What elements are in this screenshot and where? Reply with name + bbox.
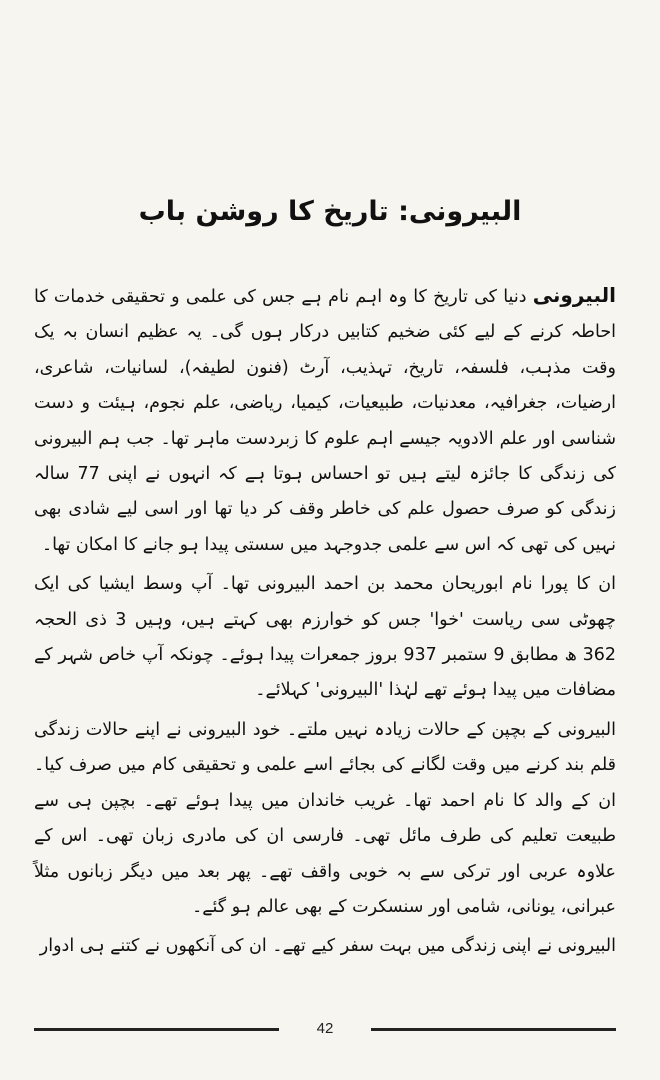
lead-word: البیرونی [532,283,616,307]
chapter-title: البیرونی: تاریخ کا روشن باب [138,196,522,227]
paragraph [34,567,616,709]
page-footer [34,1018,616,1042]
paragraph-text: ان کا پورا نام ابوریحان محمد بن احمد البیرونی تھا۔ آپ وسط ایشیا کی ایک چھوٹی سی ریاست 'خوا' جس کو خوارزم بھی کہتے ہیں، وہیں 3 ذی الحجہ 362 ھ مطابق 9 ستمبر 937 بروز جمعرات پیدا ہوئے۔ چونکہ آپ خاص شہر کے مضافات میں پیدا ہوئے تھے لہٰذا 'البیرونی' کہلائے۔ [34,574,617,701]
paragraph-text: دنیا کی تاریخ کا وہ اہم نام ہے جس کی علمی و تحقیقی خدمات کا احاطہ کرنے کے لیے کئی ضخیم کتابیں درکار ہوں گی۔ یہ عظیم انسان بہ یک وقت مذہب، فلسفہ، تاریخ، تہذیب، آرٹ (فنون لطیفہ)، لسانیات، شاعری، ارضیات، جغرافیہ، معدنیات، طبیعیات، کیمیا، ریاضی، علم نجوم، ہیئت و دست شناسی اور علم الادویہ جیسے اہم علوم کا زبردست ماہر تھا۔ جب ہم البیرونی کی زندگی کا جائزہ لیتے ہیں تو احساس ہوتا ہے کہ انہوں نے اپنی 77 سالہ زندگی کو صرف حصول علم کی خاطر وقف کر دیا تھا اور اسی لیے شادی بھی نہیں کی تھی کہ اس سے علمی جدوجہد میں سستی پیدا ہو جانے کا امکان تھا۔ [34,287,616,555]
footer-rule-right [371,1028,616,1031]
paragraph [34,278,616,563]
paragraph-text: البیرونی کے بچپن کے حالات زیادہ نہیں ملتے۔ خود البیرونی نے اپنے حالات زندگی قلم بند کرنے میں وقت لگانے کی بجائے اسے علمی و تحقیقی کام میں صرف کیا۔ ان کے والد کا نام احمد تھا۔ غریب خاندان میں پیدا ہوئے تھے۔ بچپن ہی سے طبیعت تعلیم کی طرف مائل تھی۔ فارسی ان کی مادری زبان تھی۔ اس کے علاوہ عربی اور ترکی سے بہ خوبی واقف تھے۔ پھر بعد میں دیگر زبانوں مثلاً عبرانی، یونانی، شامی اور سنسکرت کے بھی عالم ہو گئے۔ [34,719,616,917]
paragraph [34,713,616,925]
body-text [34,278,616,965]
paragraph-text: البیرونی نے اپنی زندگی میں بہت سفر کیے تھے۔ ان کی آنکھوں نے کتنے ہی ادوار [39,936,616,957]
page-number: 42 [316,1020,334,1037]
paragraph [34,929,616,964]
